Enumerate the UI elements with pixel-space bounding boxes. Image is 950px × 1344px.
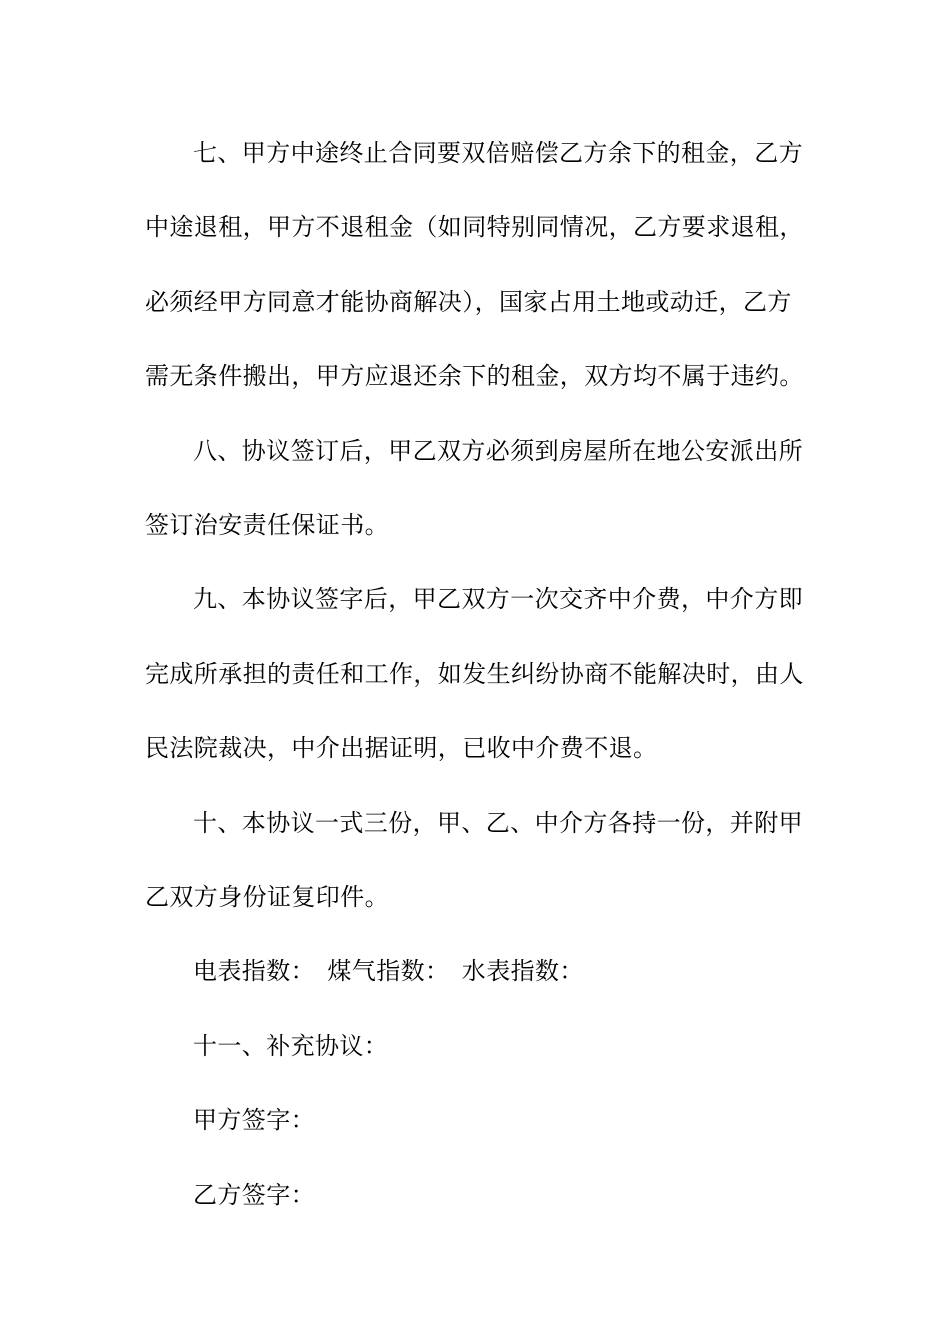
text-line: 乙双方身份证复印件。	[145, 883, 389, 912]
text-line: 中途退租，甲方不退租金（如同特别同情况，乙方要求退租，	[145, 213, 804, 242]
text-line: 十、本协议一式三份，甲、乙、中介方各持一份，并附甲	[193, 808, 803, 837]
clause-nine	[145, 562, 810, 785]
text-line: 必须经甲方同意才能协商解决），国家占用土地或动迁，乙方	[145, 287, 792, 316]
text-line: 民法院裁决，中介出据证明，已收中介费不退。	[145, 734, 658, 763]
text-line: 七、甲方中途终止合同要双倍赔偿乙方余下的租金，乙方	[193, 139, 803, 167]
text-line: 完成所承担的责任和工作，如发生纠纷协商不能解决时，由人	[145, 659, 804, 688]
meter-readings	[145, 934, 810, 1008]
text-line: 十一、补充协议：	[193, 1031, 389, 1060]
document-body	[145, 116, 810, 1232]
text-line: 九、本协议签字后，甲乙双方一次交齐中介费，中介方即	[193, 585, 803, 614]
text-line: 八、协议签订后，甲乙双方必须到房屋所在地公安派出所	[193, 436, 803, 465]
text-line: 乙方签字：	[193, 1180, 315, 1209]
party-a-signature	[145, 1083, 810, 1157]
clause-eleven	[145, 1009, 810, 1083]
party-b-signature	[145, 1158, 810, 1232]
text-line: 需无条件搬出，甲方应退还余下的租金，双方均不属于违约。	[145, 362, 804, 391]
clause-eight	[145, 414, 810, 563]
clause-ten	[145, 786, 810, 935]
text-line: 电表指数： 煤气指数： 水表指数：	[193, 957, 584, 986]
text-line: 甲方签字：	[193, 1106, 315, 1135]
text-line: 签订治安责任保证书。	[145, 511, 389, 540]
clause-seven	[145, 116, 810, 414]
